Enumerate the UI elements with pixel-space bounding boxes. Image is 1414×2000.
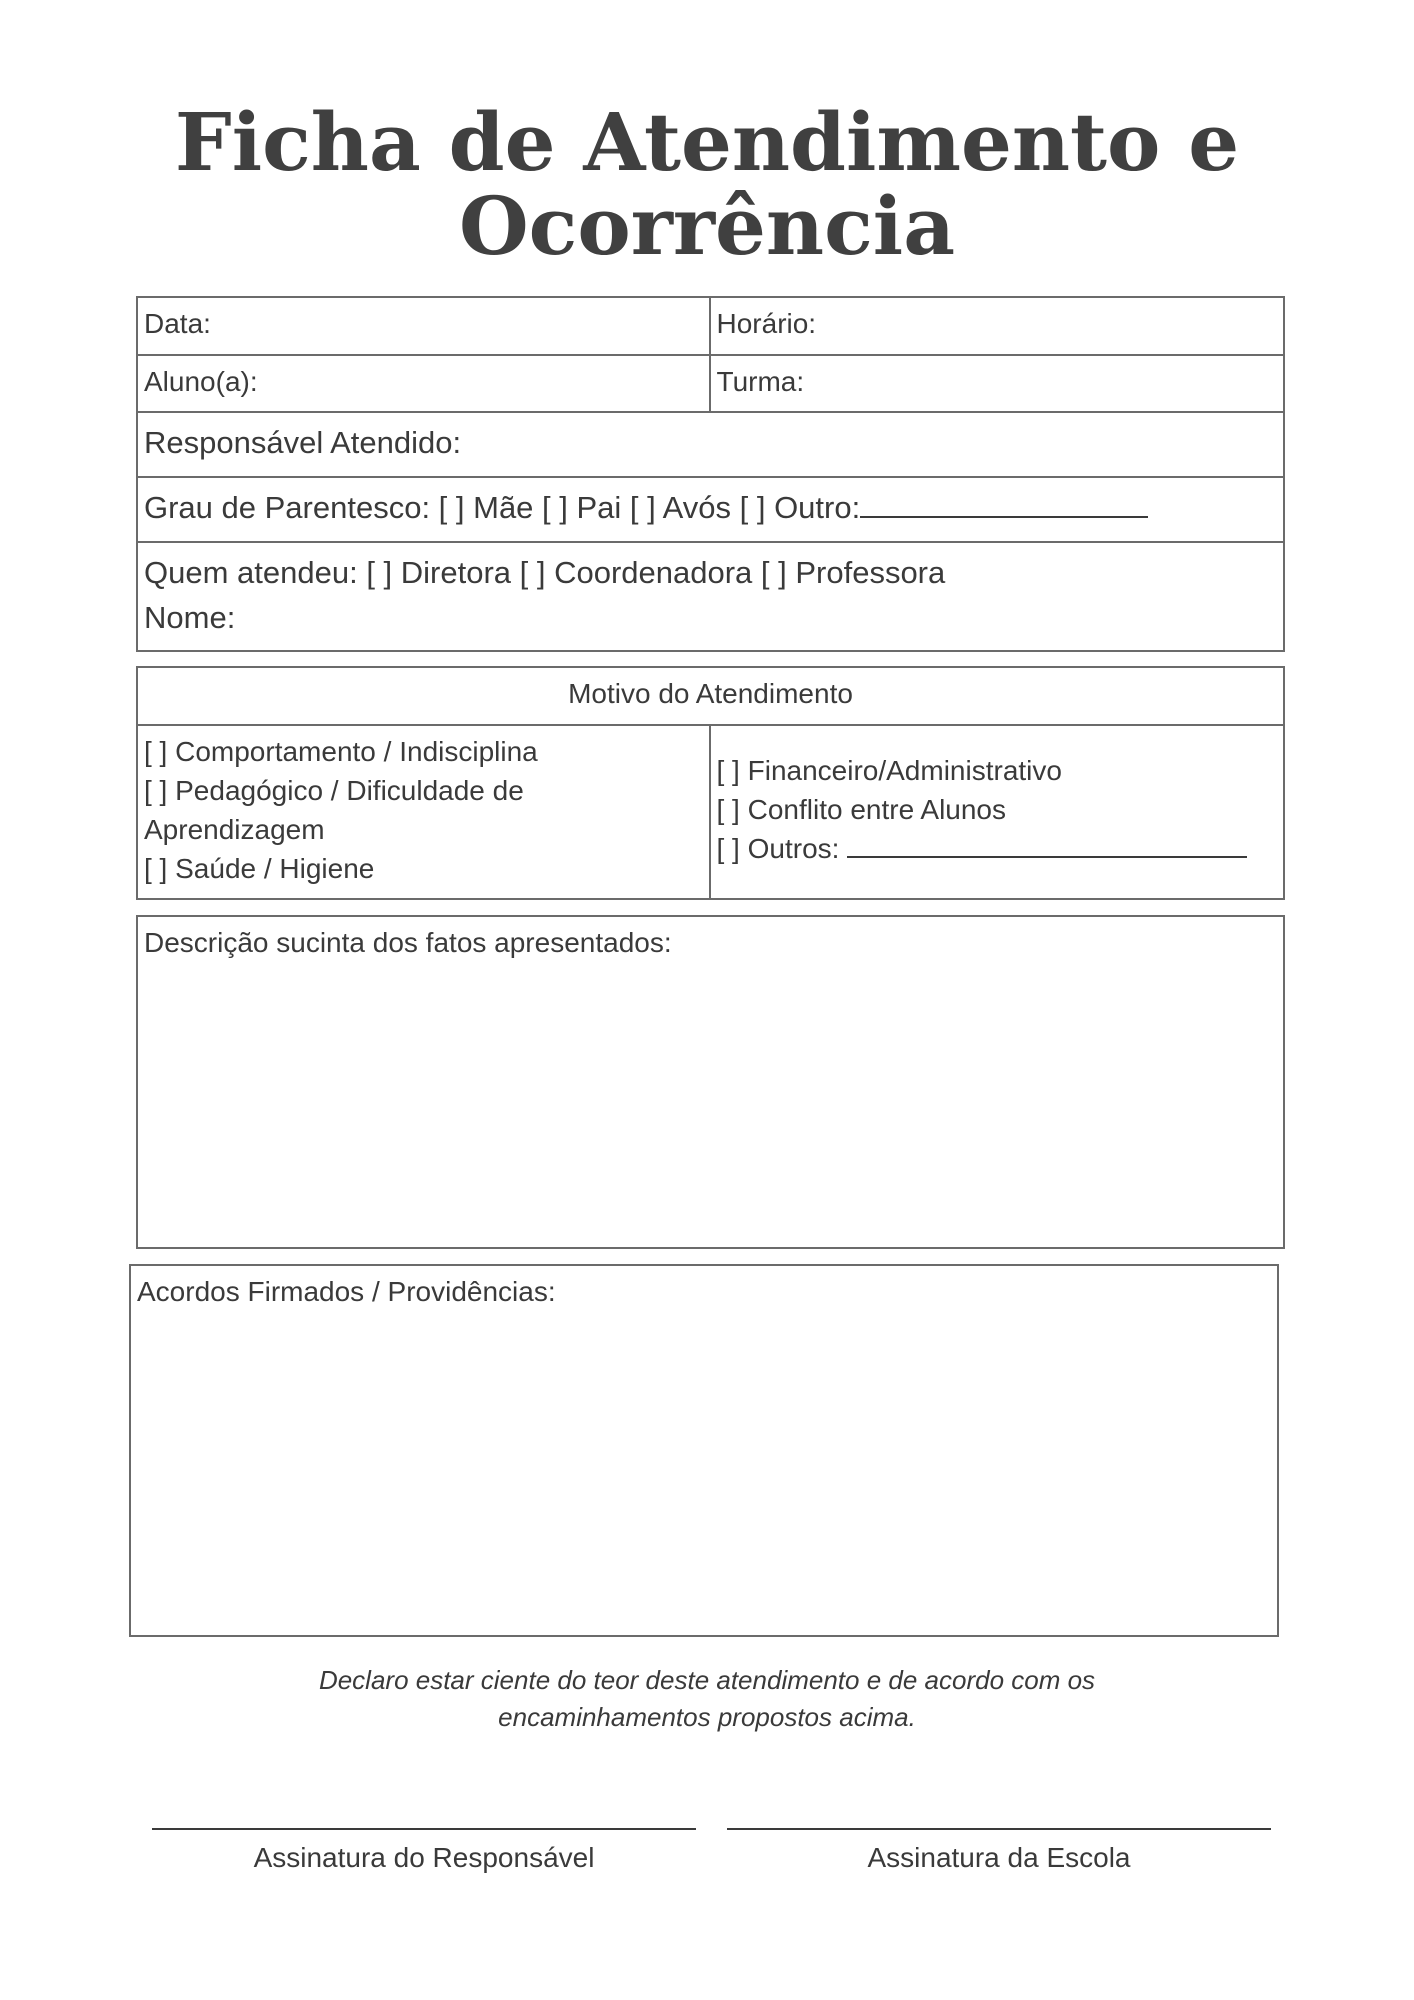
turma-label: Turma: bbox=[716, 366, 805, 397]
grau-parentesco-line bbox=[144, 490, 1148, 526]
signature-line-responsavel[interactable] bbox=[152, 1828, 696, 1830]
signature-line-escola[interactable] bbox=[727, 1828, 1271, 1830]
horario-label: Horário: bbox=[716, 308, 817, 339]
grau-parentesco-label: Grau de Parentesco: [ ] Mãe [ ] Pai [ ] Avós [ ] Outro: bbox=[144, 490, 861, 525]
page-title-line1: Ficha de Atendimento e bbox=[174, 95, 1240, 189]
descricao-label: Descrição sucinta dos fatos apresentados: bbox=[144, 927, 672, 958]
motivo-comportamento[interactable]: [ ] Comportamento / Indisciplina bbox=[144, 736, 538, 767]
motivo-saude[interactable]: [ ] Saúde / Higiene bbox=[144, 853, 375, 884]
page-title bbox=[0, 95, 1414, 273]
declaration-line2: encaminhamentos propostos acima. bbox=[498, 1702, 916, 1732]
outro-blank-line bbox=[860, 490, 1148, 518]
nome-label: Nome: bbox=[144, 600, 236, 635]
data-label: Data: bbox=[144, 308, 211, 339]
motivo-left-column bbox=[138, 726, 711, 898]
motivo-outros-label: [ ] Outros: bbox=[716, 833, 848, 864]
outros-blank-line bbox=[847, 834, 1247, 858]
turma-cell[interactable] bbox=[711, 356, 1284, 411]
motivo-options-row bbox=[138, 726, 1283, 898]
declaration-line1: Declaro estar ciente do teor deste atendimento e de acordo com os bbox=[318, 1665, 1096, 1695]
quem-atendeu-label: Quem atendeu: [ ] Diretora [ ] Coordenadora [ ] Professora bbox=[144, 555, 946, 590]
row-quem-atendeu[interactable] bbox=[138, 543, 1283, 650]
motivo-header-row bbox=[138, 668, 1283, 726]
aluno-label: Aluno(a): bbox=[144, 366, 258, 397]
motivo-outros[interactable] bbox=[717, 829, 1248, 868]
aluno-cell[interactable] bbox=[138, 356, 711, 411]
acordos-box[interactable] bbox=[129, 1264, 1279, 1637]
motivo-financeiro[interactable]: [ ] Financeiro/Administrativo bbox=[716, 755, 1062, 786]
motivo-pedagogico-cont: Aprendizagem bbox=[144, 814, 325, 845]
row-data-horario bbox=[138, 298, 1283, 356]
horario-cell[interactable] bbox=[711, 298, 1284, 354]
page-title-line2: Ocorrência bbox=[458, 179, 956, 273]
declaration-text bbox=[0, 1662, 1414, 1736]
signature-label-escola: Assinatura da Escola bbox=[867, 1842, 1131, 1873]
row-grau-parentesco[interactable] bbox=[138, 478, 1283, 543]
acordos-label: Acordos Firmados / Providências: bbox=[137, 1276, 556, 1307]
info-table bbox=[136, 296, 1285, 652]
row-responsavel[interactable] bbox=[138, 413, 1283, 478]
data-cell[interactable] bbox=[138, 298, 711, 354]
row-aluno-turma bbox=[138, 356, 1283, 413]
motivo-right-column bbox=[711, 726, 1284, 898]
descricao-box[interactable] bbox=[136, 915, 1285, 1249]
signature-label-responsavel: Assinatura do Responsável bbox=[253, 1842, 595, 1873]
motivo-header: Motivo do Atendimento bbox=[568, 678, 853, 709]
motivo-table bbox=[136, 666, 1285, 900]
motivo-conflito[interactable]: [ ] Conflito entre Alunos bbox=[716, 794, 1007, 825]
motivo-pedagogico[interactable]: [ ] Pedagógico / Dificuldade de bbox=[144, 775, 524, 806]
responsavel-label: Responsável Atendido: bbox=[144, 425, 462, 460]
